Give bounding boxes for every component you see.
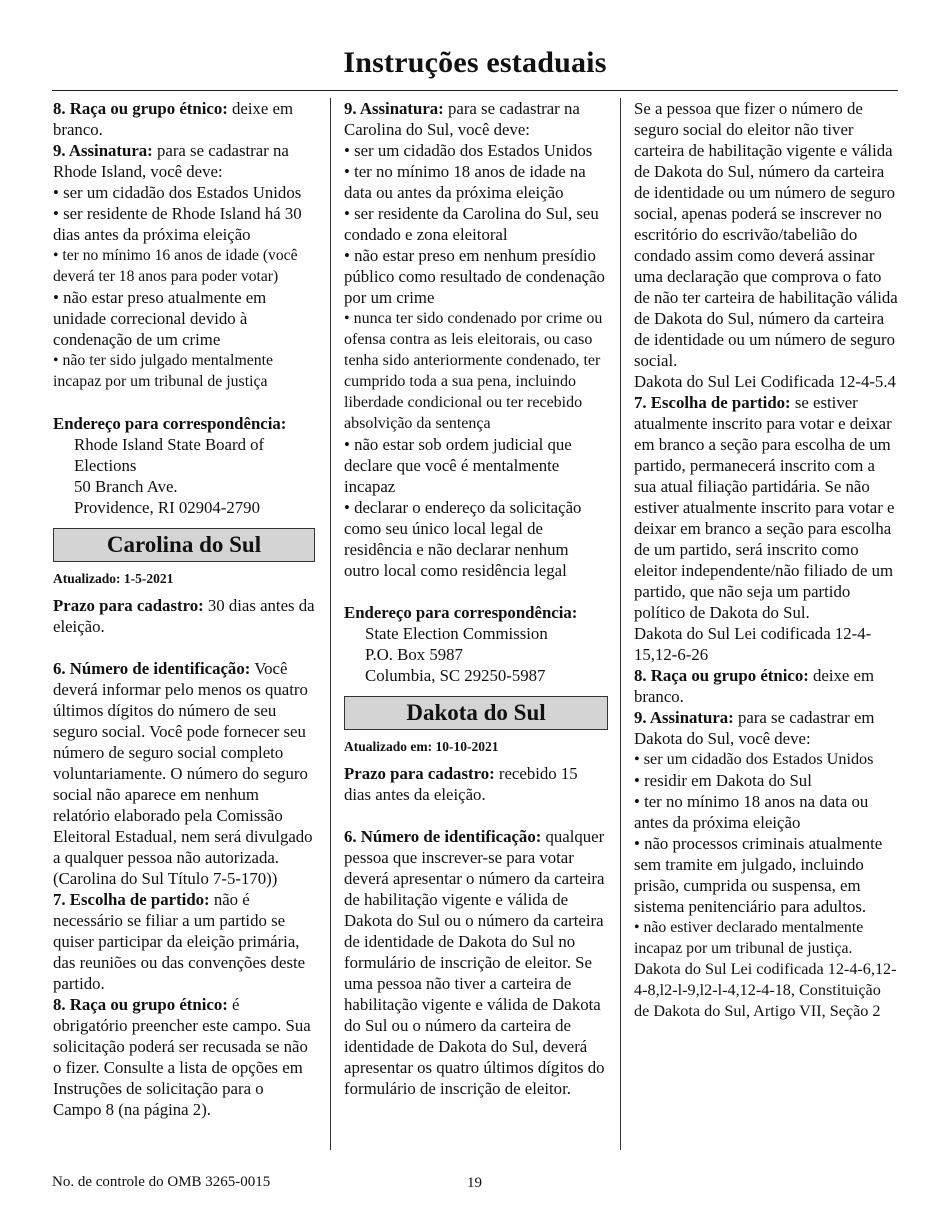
list-item: • ter no mínimo 18 anos de idade na data ou antes da próxima eleição xyxy=(344,162,586,202)
sd-requirements-list xyxy=(634,749,898,959)
sd-party-paragraph xyxy=(634,392,898,623)
sc-updated-date: Atualizado: 1-5-2021 xyxy=(53,571,174,586)
sd-updated-date: Atualizado em: 10-10-2021 xyxy=(344,739,499,754)
sd-signature-label: 9. Assinatura: xyxy=(634,708,734,727)
list-item: • nunca ter sido condenado por crime ou ofensa contra as leis eleitorais, ou caso tenha sido anteriormente condenado, ter cumprido toda a sua pena, incluindo liberdade condicional ou ter recebido absolvição da sentença xyxy=(344,310,603,432)
sc-race-label: 8. Raça ou grupo étnico: xyxy=(53,995,228,1014)
ri-requirements-list xyxy=(53,182,315,392)
ri-signature-label: 9. Assinatura: xyxy=(53,141,153,160)
ri-signature-paragraph xyxy=(53,140,315,182)
sd-signature-law: Dakota do Sul Lei codificada 12-4-6,12-4-8,l2-l-9,l2-l-4,12-4-18, Constituição de Dakota do Sul, Artigo VII, Seção 2 xyxy=(634,960,897,1020)
section-header-south-carolina: Carolina do Sul xyxy=(53,528,315,562)
list-item: • não estar sob ordem judicial que declare que você é mentalmente incapaz xyxy=(344,435,572,496)
list-item: • não processos criminais atualmente sem tramite em julgado, incluindo prisão, cumprida ou suspensa, em sistema penitenciário para adultos. xyxy=(634,834,883,916)
sd-race-label: 8. Raça ou grupo étnico: xyxy=(634,666,809,685)
address-line: P.O. Box 5987 xyxy=(365,645,463,664)
list-item: • não estar preso em nenhum presídio público como resultado de condenação por um crime xyxy=(344,246,605,307)
ri-signature-text: para se cadastrar na Rhode Island, você deve: xyxy=(53,141,289,181)
sd-id-paragraph xyxy=(344,826,608,1099)
sc-address-label-text: Endereço para correspondência: xyxy=(344,603,578,622)
column-divider xyxy=(620,98,621,1150)
title-divider xyxy=(52,90,898,91)
list-item: • ser um cidadão dos Estados Unidos xyxy=(634,750,874,768)
sc-signature-label: 9. Assinatura: xyxy=(344,99,444,118)
page-title: Instruções estaduais xyxy=(343,46,607,79)
sd-id-label: 6. Número de identificação: xyxy=(344,827,542,846)
sd-deadline-paragraph xyxy=(344,763,608,805)
section-header-south-dakota: Dakota do Sul xyxy=(344,696,608,730)
footer-omb-control: No. de controle do OMB 3265-0015 xyxy=(52,1174,271,1190)
sc-signature-paragraph xyxy=(344,98,608,140)
list-item: • não estar preso atualmente em unidade correcional devido à condenação de um crime xyxy=(53,288,267,349)
sc-race-text: é obrigatório preencher este campo. Sua solicitação poderá ser recusada se não o fizer. Consulte a lista de opções em Instruções de solicitação para o Campo 8 (na página 2). xyxy=(53,995,311,1119)
sd-party-text: se estiver atualmente inscrito para votar e deixar em branco a seção para escolha de um partido, permanecerá inscrito com a sua atual filiação partidária. Se não estiver atualmente inscrito para votar e deixar em branco a seção para escolha de um partido, será inscrito como eleitor independente/não filiado de um partido, que não seja um partido político de Dakota do Sul. xyxy=(634,393,895,622)
sc-race-paragraph xyxy=(53,994,315,1120)
list-item: • ter no mínimo 16 anos de idade (você deverá ter 18 anos para poder votar) xyxy=(53,247,298,285)
column-divider xyxy=(330,98,331,1150)
address-line: 50 Branch Ave. xyxy=(74,477,178,496)
ri-address xyxy=(53,434,315,518)
page-number: 19 xyxy=(467,1175,482,1191)
ri-race-text: deixe em branco. xyxy=(53,99,294,139)
ri-race-label: 8. Raça ou grupo étnico: xyxy=(53,99,228,118)
address-line: Columbia, SC 29250-5987 xyxy=(365,666,546,685)
list-item: • declarar o endereço da solicitação como seu único local legal de residência e não declarar nenhum outro local como residência legal xyxy=(344,498,582,580)
sc-requirements-list xyxy=(344,140,608,581)
sc-id-label: 6. Número de identificação: xyxy=(53,659,251,678)
list-item: • não estiver declarado mentalmente incapaz por um tribunal de justiça. xyxy=(634,919,864,957)
sc-address xyxy=(344,623,608,686)
sd-signature-text: para se cadastrar em Dakota do Sul, você deve: xyxy=(634,708,875,748)
sc-party-text: não é necessário se filiar a um partido se quiser participar da eleição primária, das reuniões ou das convenções deste partido. xyxy=(53,890,306,993)
sd-party-label: 7. Escolha de partido: xyxy=(634,393,791,412)
address-line: Providence, RI 02904-2790 xyxy=(74,498,260,517)
ri-address-label xyxy=(53,413,315,434)
column-1 xyxy=(53,98,315,1120)
sd-id-text: qualquer pessoa que inscrever-se para votar deverá apresentar o número da carteira de habilitação vigente e válida de Dakota do Sul ou o número da carteira de identidade de Dakota do Sul no formulário de inscrição de eleitor. Se uma pessoa não tiver a carteira de habilitação vigente e válida de Dakota do Sul ou o número da carteira de identidade de Dakota do Sul, deverá apresentar os quatro últimos dígitos do formulário de inscrição de eleitor. xyxy=(344,827,605,1098)
sc-signature-text: para se cadastrar na Carolina do Sul, você deve: xyxy=(344,99,580,139)
sd-signature-paragraph xyxy=(634,707,898,749)
sd-deadline-label: Prazo para cadastro: xyxy=(344,764,495,783)
sc-deadline-text: 30 dias antes da eleição. xyxy=(53,596,315,636)
sd-race-text: deixe em branco. xyxy=(634,666,875,706)
sc-deadline-label: Prazo para cadastro: xyxy=(53,596,204,615)
column-3 xyxy=(634,98,898,1022)
sd-race-paragraph xyxy=(634,665,898,707)
list-item: • ser um cidadão dos Estados Unidos xyxy=(53,183,302,202)
list-item: • não ter sido julgado mentalmente incapaz por um tribunal de justiça xyxy=(53,352,274,390)
list-item: • residir em Dakota do Sul xyxy=(634,771,812,790)
ri-race-paragraph xyxy=(53,98,315,140)
sc-address-label xyxy=(344,602,608,623)
address-line: Rhode Island State Board of Elections xyxy=(74,435,265,475)
sd-deadline-text: recebido 15 dias antes da eleição. xyxy=(344,764,578,804)
address-line: State Election Commission xyxy=(365,624,548,643)
sc-id-text: Você deverá informar pelo menos os quatro últimos dígitos do número de seu seguro social. Você pode fornecer seu número de seguro social completo voluntariamente. O número do seguro social não aparece em nenhum relatório elaborado pela Comissão Eleitoral Estadual, nem será divulgado a qualquer pessoa não autorizada. (Carolina do Sul Título 7-5-170)) xyxy=(53,659,313,888)
sd-id-continued: Se a pessoa que fizer o número de seguro social do eleitor não tiver carteira de habilitação vigente e válida de Dakota do Sul, número da carteira de identidade ou um número de seguro social, apenas poderá se inscrever no escritório do escrivão/tabelião do condado assim como deverá assinar uma declaração que comprova o fato de não ter carteira de habilitação válida de Dakota do Sul, número da carteira de identidade ou um número de seguro social. xyxy=(634,99,898,370)
list-item: • ser residente da Carolina do Sul, seu condado e zona eleitoral xyxy=(344,204,599,244)
sc-id-paragraph xyxy=(53,658,315,889)
sd-party-law: Dakota do Sul Lei codificada 12-4-15,12-6-26 xyxy=(634,624,872,664)
list-item: • ser um cidadão dos Estados Unidos xyxy=(344,141,593,160)
column-2 xyxy=(344,98,608,1099)
ri-address-label-text: Endereço para correspondência: xyxy=(53,414,287,433)
list-item: • ser residente de Rhode Island há 30 dias antes da próxima eleição xyxy=(53,204,302,244)
sc-deadline-paragraph xyxy=(53,595,315,637)
sc-party-label: 7. Escolha de partido: xyxy=(53,890,210,909)
sd-id-law: Dakota do Sul Lei Codificada 12-4-5.4 xyxy=(634,372,896,391)
list-item: • ter no mínimo 18 anos na data ou antes da próxima eleição xyxy=(634,792,869,832)
sc-party-paragraph xyxy=(53,889,315,994)
